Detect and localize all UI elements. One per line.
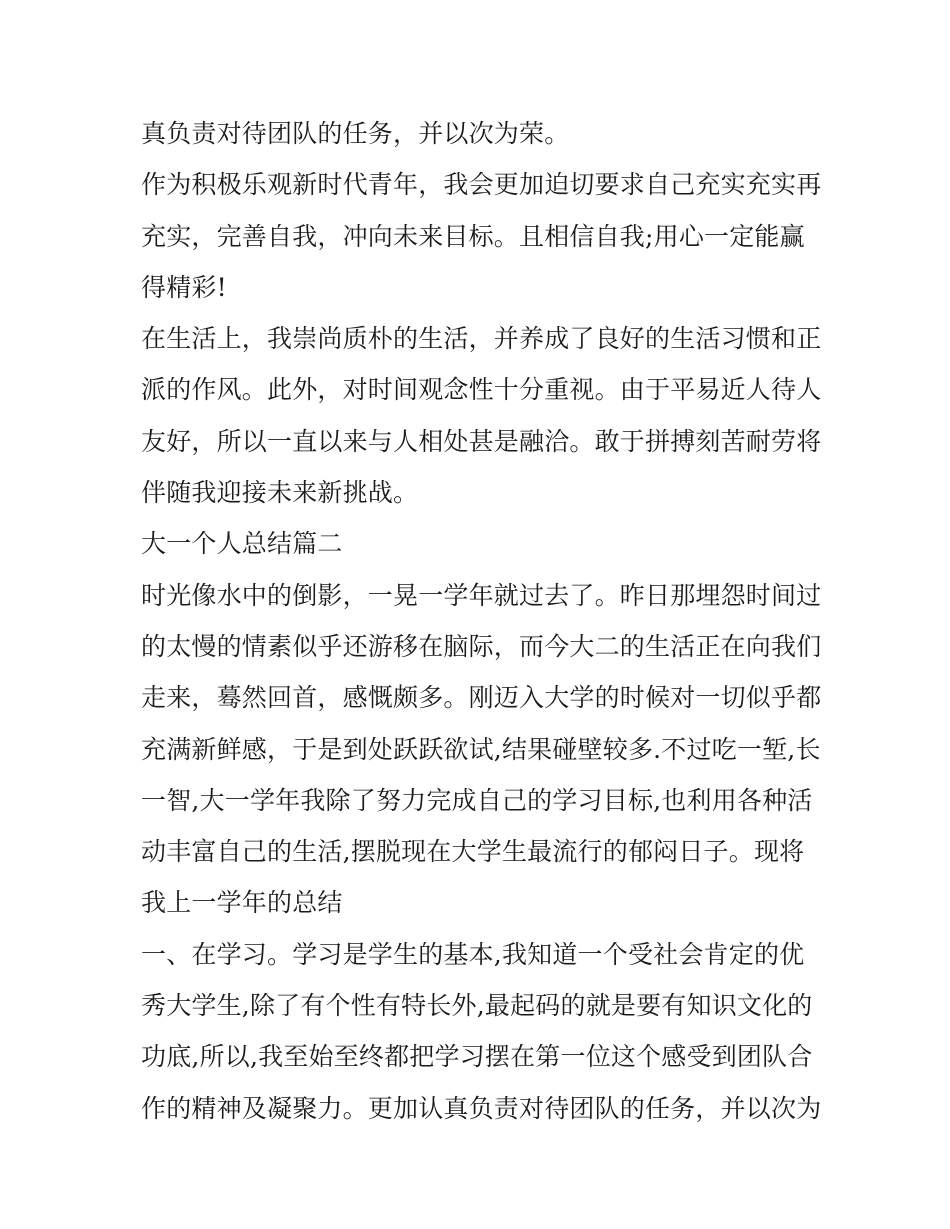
text-line: 作为积极乐观新时代青年，我会更加迫切要求自己充实充实再 <box>141 170 822 200</box>
text-line: 作的精神及凝聚力。更加认真负责对待团队的任务，并以次为 <box>141 1093 822 1123</box>
text-line: 一、在学习。学习是学生的基本,我知道一个受社会肯定的优 <box>141 939 805 969</box>
text-line: 在生活上，我崇尚质朴的生活，并养成了良好的生活习惯和正 <box>141 324 822 354</box>
text-line: 充满新鲜感，于是到处跃跃欲试,结果碰壁较多.不过吃一堑,长 <box>141 734 821 764</box>
text-line: 功底,所以,我至始至终都把学习摆在第一位这个感受到团队合 <box>141 1042 813 1072</box>
text-line: 一智,大一学年我除了努力完成自己的学习目标,也利用各种活 <box>141 785 813 815</box>
section-heading: 大一个人总结篇二 <box>141 529 343 559</box>
text-line: 友好，所以一直以来与人相处甚是融洽。敢于拼搏刻苦耐劳将 <box>141 426 822 456</box>
text-line: 时光像水中的倒影，一晃一学年就过去了。昨日那埋怨时间过 <box>141 580 822 610</box>
text-line: 伴随我迎接未来新挑战。 <box>141 478 419 508</box>
text-line: 派的作风。此外，对时间观念性十分重视。由于平易近人待人 <box>141 375 822 405</box>
document-body <box>141 108 821 1134</box>
text-line: 真负责对待团队的任务，并以次为荣。 <box>141 119 570 148</box>
text-line: 走来，蓦然回首，感慨颇多。刚迈入大学的时候对一切似乎都 <box>141 683 822 713</box>
text-line: 我上一学年的总结 <box>141 888 343 918</box>
text-line: 得精彩! <box>141 272 227 302</box>
text-line: 充实，完善自我，冲向未来目标。且相信自我;用心一定能赢 <box>141 221 805 251</box>
text-line: 的太慢的情素似乎还游移在脑际，而今大二的生活正在向我们 <box>141 631 822 661</box>
text-line: 动丰富自己的生活,摆脱现在大学生最流行的郁闷日子。现将 <box>141 837 805 867</box>
text-line: 秀大学生,除了有个性有特长外,最起码的就是要有知识文化的 <box>141 991 813 1021</box>
